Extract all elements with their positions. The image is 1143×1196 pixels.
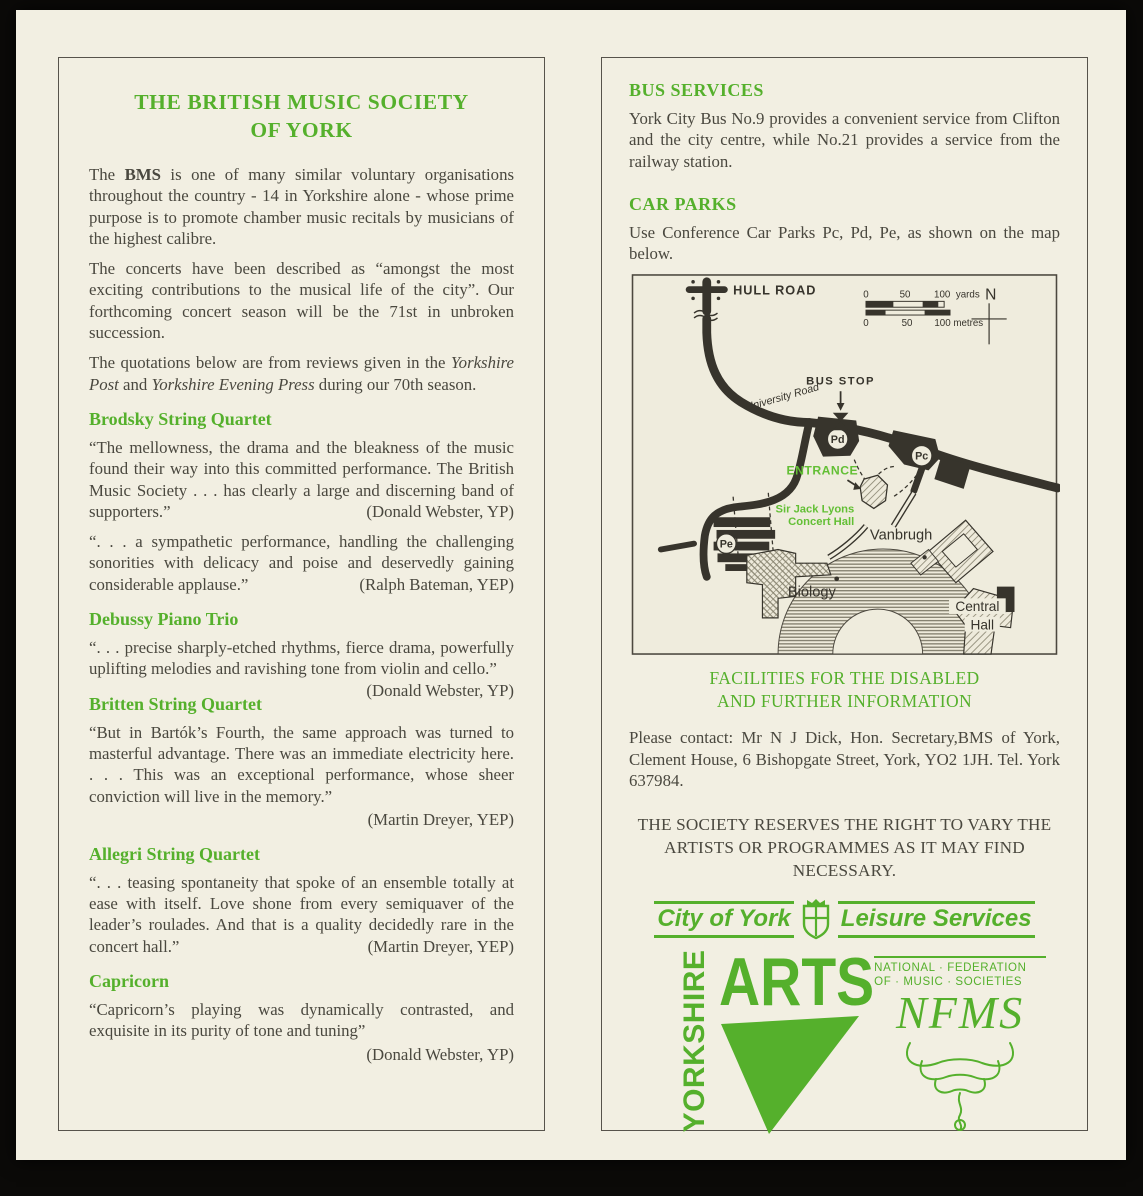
right-page-panel <box>601 57 1088 1131</box>
quote-text: “. . . a sympathetic performance, handling the challenging sonorities with delicacy and poise and deservedly gaining considerable applause.” <box>89 532 514 594</box>
quote-text: “Capricorn’s playing was dynamically contrasted, and exquisite in its purity of tone and tuning” <box>89 1000 514 1041</box>
quote <box>89 531 514 595</box>
entrance-label: ENTRANCE <box>786 463 859 478</box>
quote-attribution: (Donald Webster, YP) <box>366 680 514 700</box>
rights-notice: THE SOCIETY RESERVES THE RIGHT TO VARY THE ARTISTS OR PROGRAMMES AS IT MAY FIND NECESSARY. <box>637 815 1052 881</box>
quote-attribution: (Ralph Bateman, YEP) <box>359 574 514 594</box>
quote-attribution: (Martin Dreyer, YEP) <box>367 936 514 956</box>
north-label: N <box>985 286 997 304</box>
nfms-line1: NATIONAL · FEDERATION <box>874 962 1027 975</box>
car-park-pe-label: Pe <box>719 539 733 552</box>
intro3-post: during our 70th season. <box>314 374 477 394</box>
logo-row <box>629 945 1060 1138</box>
bus-stop-label: BUS STOP <box>806 375 876 388</box>
intro1-bold: BMS <box>124 165 161 184</box>
section-heading-capricorn: Capricorn <box>89 971 169 992</box>
nfms-logo <box>874 956 1046 1138</box>
section-heading-britten: Britten String Quartet <box>89 693 262 714</box>
intro3-italic2: Yorkshire Evening Press <box>151 374 315 394</box>
intro3-mid: and <box>118 374 152 394</box>
intro1-pre: The <box>89 165 125 184</box>
intro-paragraph-2: The concerts have been described as “amongst the most exciting contributions to the musical life of the city”. Our forthcoming concert season will be the 71st in unbroken succession. <box>89 259 514 343</box>
facilities-heading-line1: FACILITIES FOR THE DISABLED <box>709 668 980 689</box>
quote-text: “The mellowness, the drama and the bleakness of the music found their way into this committed performance. The British Music Society . . . has clearly a large and discerning band of supporters.” <box>89 437 514 521</box>
quote-text: “. . . precise sharply-etched rhythms, fierce drama, powerfully uplifting melodies and ravishing tone from violin and cello.” <box>89 638 514 679</box>
nfms-federation-text <box>874 956 1046 989</box>
campus-map-svg <box>629 274 1060 655</box>
yorkshire-vertical-text <box>675 949 715 1133</box>
scale-yards-0: 0 <box>863 289 869 301</box>
left-page-panel <box>58 57 545 1131</box>
section-heading-brodsky: Brodsky String Quartet <box>89 408 272 429</box>
nfms-line2: OF · MUSIC · SOCIETIES <box>874 976 1023 989</box>
quote-attribution: (Donald Webster, YP) <box>366 501 514 521</box>
city-of-york-logo <box>629 898 1060 940</box>
campus-map <box>629 274 1060 655</box>
section-heading-allegri: Allegri String Quartet <box>89 843 260 864</box>
biology-label: Biology <box>787 584 836 601</box>
page-title <box>89 88 514 144</box>
central-hall-label-2: Hall <box>970 618 995 634</box>
intro3-pre: The quotations below are from reviews given in the <box>89 353 451 373</box>
quote-text: “. . . teasing spontaneity that spoke of an ensemble totally at ease with itself. Love shone from every semiquaver of the leader’s roulades. And that is a quality decidedly rare in the concert hall.” <box>89 872 514 956</box>
yorkshire-label: YORKSHIRE <box>678 949 711 1133</box>
car-park-pd-label: Pd <box>830 434 845 447</box>
facilities-heading-line2: AND FURTHER INFORMATION <box>716 691 973 712</box>
quote <box>89 872 514 957</box>
vanbrugh-label: Vanbrugh <box>869 528 933 545</box>
car-park-pc-label: Pc <box>915 451 929 464</box>
car-parks-heading: CAR PARKS <box>629 193 737 214</box>
quote <box>89 637 514 700</box>
bus-services-text: York City Bus No.9 provides a convenient service from Clifton and the city centre, while No.21 provides a service from the railway station. <box>629 109 1060 171</box>
scale-metres-100: 100 metres <box>934 318 984 330</box>
intro1-post: is one of many similar voluntary organisations throughout the country - 14 in Yorkshire alone - whose prime purpose is to promote chamber music recitals by musicians of the highest calibre. <box>89 165 514 248</box>
quote-attribution: (Martin Dreyer, YEP) <box>367 809 514 829</box>
bus-services-heading: BUS SERVICES <box>629 80 764 100</box>
map-dot <box>834 577 839 582</box>
title-line-1: THE BRITISH MUSIC SOCIETY <box>134 90 469 114</box>
title-line-2: OF YORK <box>250 118 353 142</box>
scale-metres-50: 50 <box>901 318 913 330</box>
nfms-acronym: NFMS <box>896 987 1025 1039</box>
york-crest-icon <box>799 898 833 940</box>
leisure-services-text: Leisure Services <box>838 901 1035 938</box>
intro-paragraph-3 <box>89 352 514 395</box>
arts-block <box>719 945 875 1138</box>
nfms-flourish-icon <box>898 1037 1022 1133</box>
intro3-italic1: Yorkshire Post <box>89 353 514 394</box>
quote <box>89 999 514 1042</box>
map-dot <box>922 556 926 560</box>
scale-yards-unit: yards <box>955 289 980 301</box>
section-heading-debussy: Debussy Piano Trio <box>89 609 239 630</box>
brochure-paper <box>16 10 1126 1160</box>
scale-yards-50: 50 <box>899 289 911 301</box>
city-of-york-text: City of York <box>654 901 793 938</box>
intro-paragraph-1 <box>89 164 514 249</box>
quote-attribution: (Donald Webster, YP) <box>366 1044 514 1064</box>
arts-label: ARTS <box>719 945 875 1021</box>
car-parks-text: Use Conference Car Parks Pc, Pd, Pe, as shown on the map below. <box>629 222 1060 264</box>
yorkshire-arts-logo <box>675 945 875 1138</box>
central-hall-label-1: Central <box>955 599 1000 615</box>
contact-text: Please contact: Mr N J Dick, Hon. Secretary,BMS of York, Clement House, 6 Bishopgate Street, York, YO2 1JH. Tel. York 637984. <box>629 728 1060 791</box>
scale-metres-0: 0 <box>863 318 869 330</box>
hull-road-label: HULL ROAD <box>733 283 817 298</box>
concert-hall-label-2: Concert Hall <box>788 516 855 529</box>
quote-text: “But in Bartók’s Fourth, the same approach was turned to masterful advantage. There was an immediate electricity here. . . . This was an exceptional performance, whose sheer conviction will live in the memory.” <box>89 722 514 806</box>
scale-yards-100: 100 <box>934 289 951 301</box>
facilities-heading <box>629 667 1060 713</box>
university-road-label: University Road <box>744 381 821 415</box>
yorkshire-arts-triangle-icon <box>721 1016 861 1134</box>
quote <box>89 437 514 522</box>
concert-hall-label-1: Sir Jack Lyons <box>775 503 855 516</box>
quote <box>89 722 514 807</box>
